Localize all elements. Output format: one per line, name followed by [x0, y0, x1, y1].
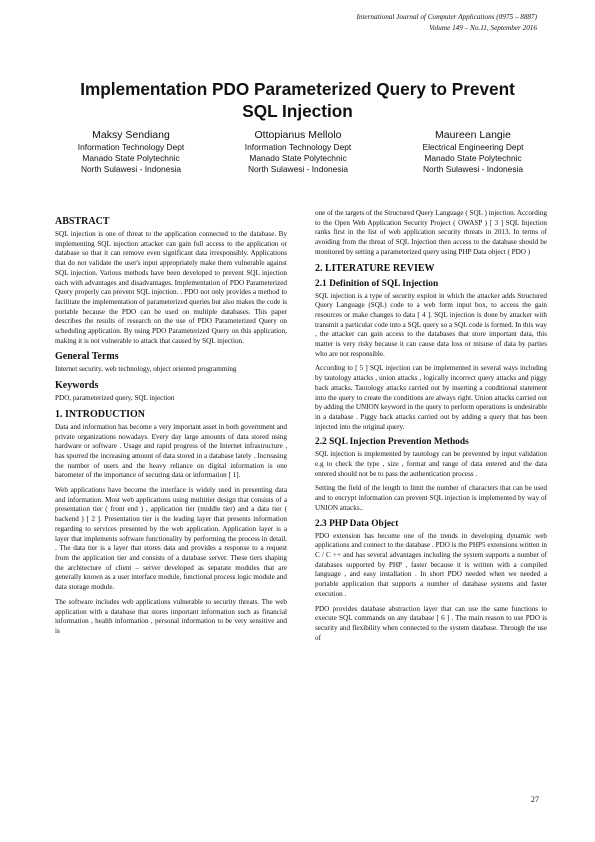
author-block-1 [46, 128, 216, 175]
author-dept: Electrical Engineering Dept [422, 142, 524, 152]
left-column [55, 212, 287, 642]
paper-title-line-2: SQL Injection [242, 101, 353, 121]
abstract-heading: ABSTRACT [55, 216, 110, 227]
section-2-2-paragraph-2: Setting the field of the length to limit the number of characters that can be used and to encrypt information can prevent SQL injection is implemented by way of UNION attacks.. [315, 484, 547, 512]
author-institution: Manado State Polytechnic [82, 153, 180, 163]
section-2-1-paragraph-2: According to [ 5 ] SQL injection can be implemented in several ways including by tautology attacks , union attacks , logically incorrect query attacks and piggy back attacks. Tautology attacks carried out by inserting a conditional statement into the query to create the conditions are always right. Union attacks carried out by adding the UNION keyword in the query to perform operations is undesirable in a database . Piggy back attacks carried out by adding a query that has been injected into the original query. [315, 364, 547, 431]
author-institution: Manado State Polytechnic [424, 153, 522, 163]
author-dept: Information Technology Dept [77, 142, 185, 152]
author-location: North Sulawesi - Indonesia [247, 164, 349, 174]
section-2-2-paragraph-1: SQL injection is implemented by tautology can be prevented by input validation e.g to check the type , size , format and range of data entered and the data entered should not be to pass the authentication process . [315, 450, 547, 478]
keywords-text: PDO, parameterized query, SQL injection [55, 394, 175, 403]
section-2-2-heading: 2.2 SQL Injection Prevention Methods [315, 437, 469, 448]
general-terms-text: Internet security, web technology, object oriented programming [55, 365, 237, 374]
section-2-3-paragraph-2: PDO provides database abstraction layer that can use the same functions to execute SQL commands on any database [ 6 ] . The main reason to use PDO is security and flexibility when connected to the system database. Through the use of [315, 604, 547, 642]
intro-paragraph-2: Web applications have become the interface is widely used in presenting data and information. Most web applications using multitier design that consists of a presentation tier ( front end ) , application tier (middle tier) and a data tier ( backend ) [ 2 ]. Presentation tier is the leading layer that presents information regarding to services presented by the web application. Application layer is a layer that implements software functionality by performing the process in detail. . The data tier is a layer that stores data and provides a response to a request from the application tier and consists of a database server. These tiers shaping the architecture of client – server developed as separate modules that are generally known as a user interface module, functional process logic module and data storage module. [55, 486, 287, 592]
paper-title-line-1: Implementation PDO Parameterized Query to Prevent [80, 79, 515, 99]
author-block-2 [213, 128, 383, 175]
section-2-3-paragraph-1: PDO extension has become one of the trends in developing dynamic web applications and connect to the database . PDO is the PHP5 extensions written in C / C ++ and has several advantages including the system supports a number of databases supported by PHP , faster because it is written with a compiled language , and easy installation . In short PDO needed when we needed a portable application that supports a number of database systems and faster execution . [315, 531, 547, 598]
author-location: North Sulawesi - Indonesia [80, 164, 182, 174]
general-terms-heading: General Terms [55, 351, 119, 363]
keywords-heading: Keywords [55, 380, 99, 392]
author-name: Ottopianus Mellolo [254, 129, 342, 141]
literature-review-heading: 2. LITERATURE REVIEW [315, 262, 435, 274]
journal-volume: Volume 149 – No.11, September 2016 [429, 24, 537, 32]
journal-header [356, 12, 537, 34]
author-dept: Information Technology Dept [244, 142, 352, 152]
author-location: North Sulawesi - Indonesia [422, 164, 524, 174]
author-name: Maksy Sendiang [92, 129, 170, 141]
section-2-3-heading: 2.3 PHP Data Object [315, 518, 399, 529]
right-column [315, 209, 547, 648]
abstract-text: SQL injection is one of threat to the application connected to the database. By implementing SQL injection attacker can gain full access to the application or database so that it can remove even significant data irresponsibly. Applications that do not validate the user's input appropriately make them vulnerable against SQL injection. Various methods have been developed to prevent SQL injection each with advantages and disadvantages. Implementation of PDO Parameterized Query properly can prevent SQL injection. . PDO not only provides a method to facilitate the implementation of parameterized queries but also makes the code is portable because the PDO can be used on multiple databases. This paper describes the results of research on the use of PDO Parameterized Query on scheduling application. By using PDO Parameterized Query on this application, making it is not vulnerable to attack that caused by SQL injection. [55, 230, 287, 345]
intro-paragraph-1: Data and information has become a very important asset in both government and private organizations nowadays. Every day large amounts of data stored using hardware or software . Usage and rapid progress of the Internet infrastructure , has spurred the increasing amount of data stored in a database lately . Increasing the number of users and the heavy reliance on digital information is one barometer of the importance of securing data or information [ 1]. [55, 422, 287, 480]
section-2-1-heading: 2.1 Definition of SQL Injection [315, 278, 439, 289]
journal-name: International Journal of Computer Applications (0975 – 8887) [356, 13, 537, 21]
author-institution: Manado State Polytechnic [249, 153, 347, 163]
paper-title [40, 78, 555, 122]
page-number: 27 [531, 795, 539, 804]
author-name: Maureen Langie [435, 129, 511, 141]
intro-continuation: one of the targets of the Structured Query Language ( SQL ) injection. According to the Open Web Application Security Project ( OWASP ) [ 3 ] SQL Injection ranks first in the list of web application security threats in 2013. In terms of avoiding from the threat of SQL Injection then access to the database should be monitored by setting a parameterized query using PHP Data object ( PDO ) [315, 209, 547, 256]
intro-paragraph-3: The software includes web applications vulnerable to security threats. The web application with a database that stores important information such as financial information , health information , personal information to be very sensitive and is [55, 597, 287, 635]
section-2-1-paragraph-1: SQL injection is a type of security exploit in which the attacker adds Structured Query Language (SQL) code to a web form input box, to access the gain resources or make changes to data [ 4 ]. SQL injection is done by attacker with transmit a particular code into a SQL query so a SQL code is formed. In this way , the attacker can gain access to the databases that store important data, this matter is very risky because it can cause data loss or misuse of data by parties who are not responsible. [315, 291, 547, 358]
author-block-3 [388, 128, 558, 175]
introduction-heading: 1. INTRODUCTION [55, 408, 146, 420]
